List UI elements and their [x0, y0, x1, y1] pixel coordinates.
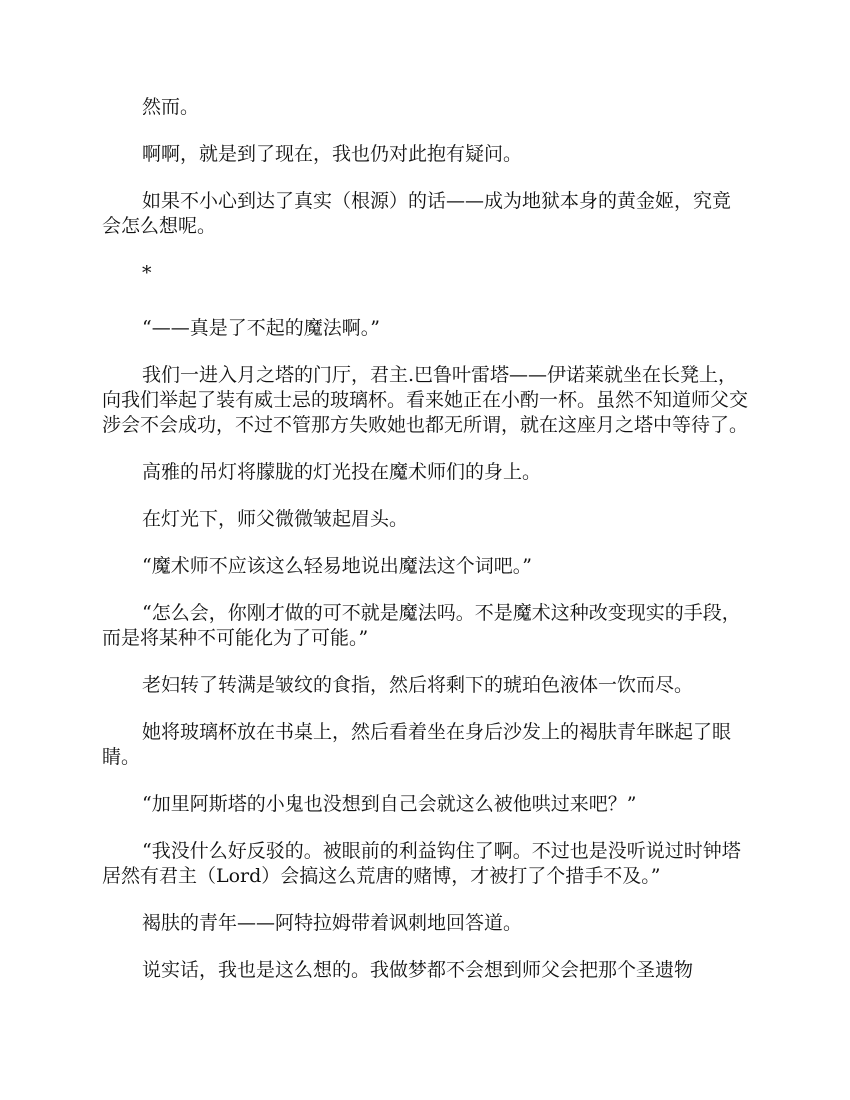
- paragraph: 啊啊，就是到了现在，我也仍对此抱有疑问。: [142, 143, 523, 165]
- body-text: [102, 95, 748, 1005]
- paragraph: 老妇转了转满是皱纹的食指，然后将剩下的琥珀色液体一饮而尽。: [142, 674, 694, 696]
- paragraph: “怎么会，你刚才做的可不就是魔法吗。不是魔术这种改变现实的手段，而是将某种不可能化为了可能。”: [102, 602, 741, 649]
- paragraph: 在灯光下，师父微微皱起眉头。: [142, 508, 409, 530]
- paragraph: 我们一进入月之塔的门厅，君主.巴鲁叶雷塔——伊诺莱就坐在长凳上，向我们举起了装有威士忌的玻璃杯。看来她正在小酌一杯。虽然不知道师父交涉会不会成功，不过不管那方失败她也都无所谓，就在这座月之塔中等待了。: [102, 364, 749, 436]
- paragraph: 褐肤的青年——阿特拉姆带着讽刺地回答道。: [142, 912, 523, 934]
- paragraph: 她将玻璃杯放在书桌上，然后看着坐在身后沙发上的褐肤青年眯起了眼睛。: [102, 721, 732, 768]
- paragraph: “——真是了不起的魔法啊。”: [142, 317, 380, 339]
- paragraph: “魔术师不应该这么轻易地说出魔法这个词吧。”: [142, 555, 532, 577]
- section-break: *: [142, 262, 152, 284]
- paragraph: 然而。: [142, 96, 200, 118]
- paragraph: 说实话，我也是这么想的。我做梦都不会想到师父会把那个圣遗物: [142, 959, 694, 981]
- paragraph: 如果不小心到达了真实（根源）的话——成为地狱本身的黄金姬，究竟会怎么想呢。: [102, 190, 732, 237]
- paragraph: “我没什么好反驳的。被眼前的利益钩住了啊。不过也是没听说过时钟塔居然有君主（Lord）会搞这么荒唐的赌博，才被打了个措手不及。”: [102, 840, 741, 887]
- paragraph: “加里阿斯塔的小鬼也没想到自己会就这么被他哄过来吧？”: [142, 793, 637, 815]
- paragraph: 高雅的吊灯将朦胧的灯光投在魔术师们的身上。: [142, 461, 542, 483]
